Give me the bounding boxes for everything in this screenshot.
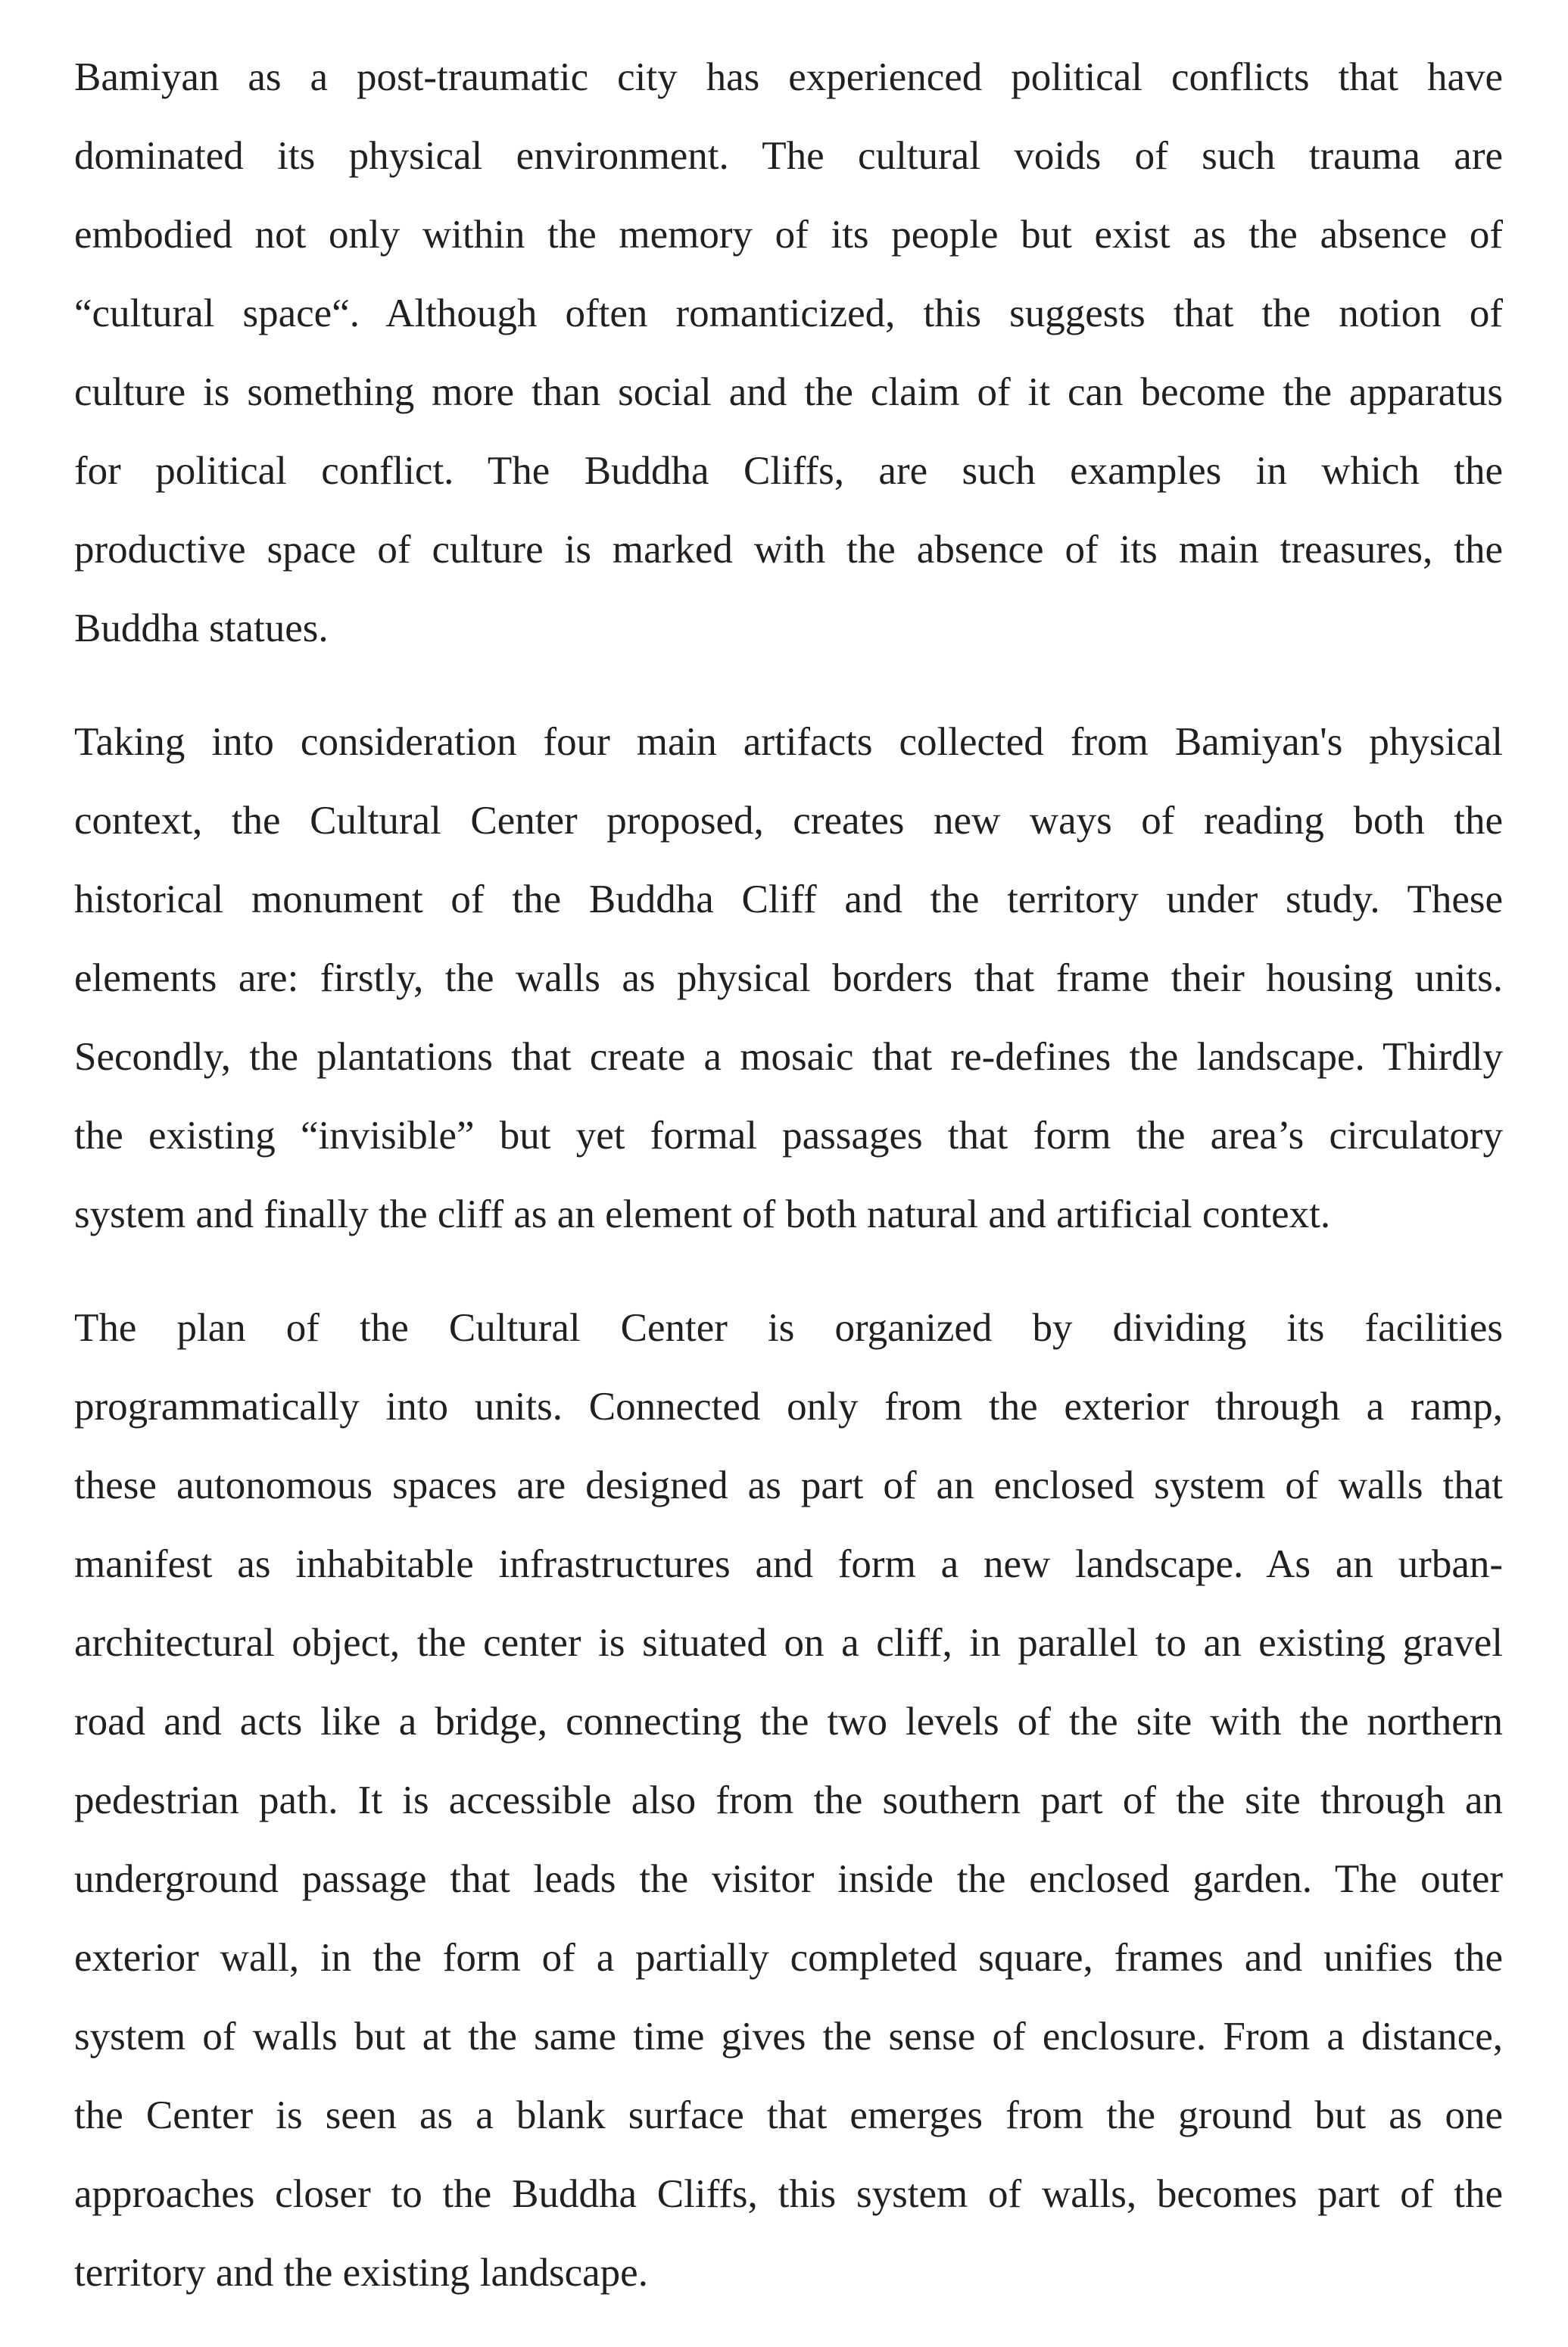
text-line: territory and the existing landscape. bbox=[74, 2251, 648, 2295]
text-line: context, the Cultural Center proposed, creates new ways of reading both the bbox=[74, 799, 1503, 843]
text-line: road and acts like a bridge, connecting the two levels of the site with the northern bbox=[74, 1700, 1503, 1744]
text-line: Taking into consideration four main artifacts collected from Bamiyan's physical bbox=[74, 720, 1503, 764]
text-line: “cultural space“. Although often romanticized, this suggests that the notion of bbox=[74, 291, 1503, 335]
text-line: embodied not only within the memory of its people but exist as the absence of bbox=[74, 213, 1503, 257]
text-line: The plan of the Cultural Center is organized by dividing its facilities bbox=[74, 1306, 1503, 1350]
text-line: system of walls but at the same time gives the sense of enclosure. From a distance, bbox=[74, 2015, 1503, 2059]
text-line: manifest as inhabitable infrastructures and form a new landscape. As an urban- bbox=[74, 1542, 1503, 1586]
text-line: productive space of culture is marked with the absence of its main treasures, the bbox=[74, 528, 1503, 572]
text-line: underground passage that leads the visitor inside the enclosed garden. The outer bbox=[74, 1857, 1503, 1901]
text-line: approaches closer to the Buddha Cliffs, this system of walls, becomes part of the bbox=[74, 2172, 1503, 2216]
text-line: programmatically into units. Connected only from the exterior through a ramp, bbox=[74, 1385, 1503, 1429]
document-body bbox=[74, 38, 1503, 2347]
paragraph-2 bbox=[74, 703, 1503, 1254]
text-line: these autonomous spaces are designed as part of an enclosed system of walls that bbox=[74, 1463, 1503, 1507]
text-line: the Center is seen as a blank surface that emerges from the ground but as one bbox=[74, 2093, 1503, 2137]
text-line: architectural object, the center is situated on a cliff, in parallel to an existing gravel bbox=[74, 1621, 1503, 1665]
text-line: exterior wall, in the form of a partially completed square, frames and unifies the bbox=[74, 1936, 1503, 1980]
text-line: pedestrian path. It is accessible also from the southern part of the site through an bbox=[74, 1778, 1503, 1822]
text-line: dominated its physical environment. The cultural voids of such trauma are bbox=[74, 134, 1503, 178]
text-line: system and finally the cliff as an element of both natural and artificial context. bbox=[74, 1192, 1331, 1236]
text-line: Secondly, the plantations that create a mosaic that re-defines the landscape. Thirdly bbox=[74, 1035, 1503, 1079]
text-line: historical monument of the Buddha Cliff and the territory under study. These bbox=[74, 877, 1503, 921]
paragraph-3 bbox=[74, 1289, 1503, 2312]
text-line: the existing “invisible” but yet formal passages that form the area’s circulatory bbox=[74, 1114, 1503, 1158]
text-line: elements are: firstly, the walls as physical borders that frame their housing units. bbox=[74, 956, 1503, 1000]
text-line: Buddha statues. bbox=[74, 606, 329, 650]
text-line: culture is something more than social and the claim of it can become the apparatus bbox=[74, 370, 1503, 414]
paragraph-1 bbox=[74, 38, 1503, 668]
text-line: Bamiyan as a post-traumatic city has experienced political conflicts that have bbox=[74, 55, 1503, 99]
text-line: for political conflict. The Buddha Cliffs, are such examples in which the bbox=[74, 449, 1503, 493]
